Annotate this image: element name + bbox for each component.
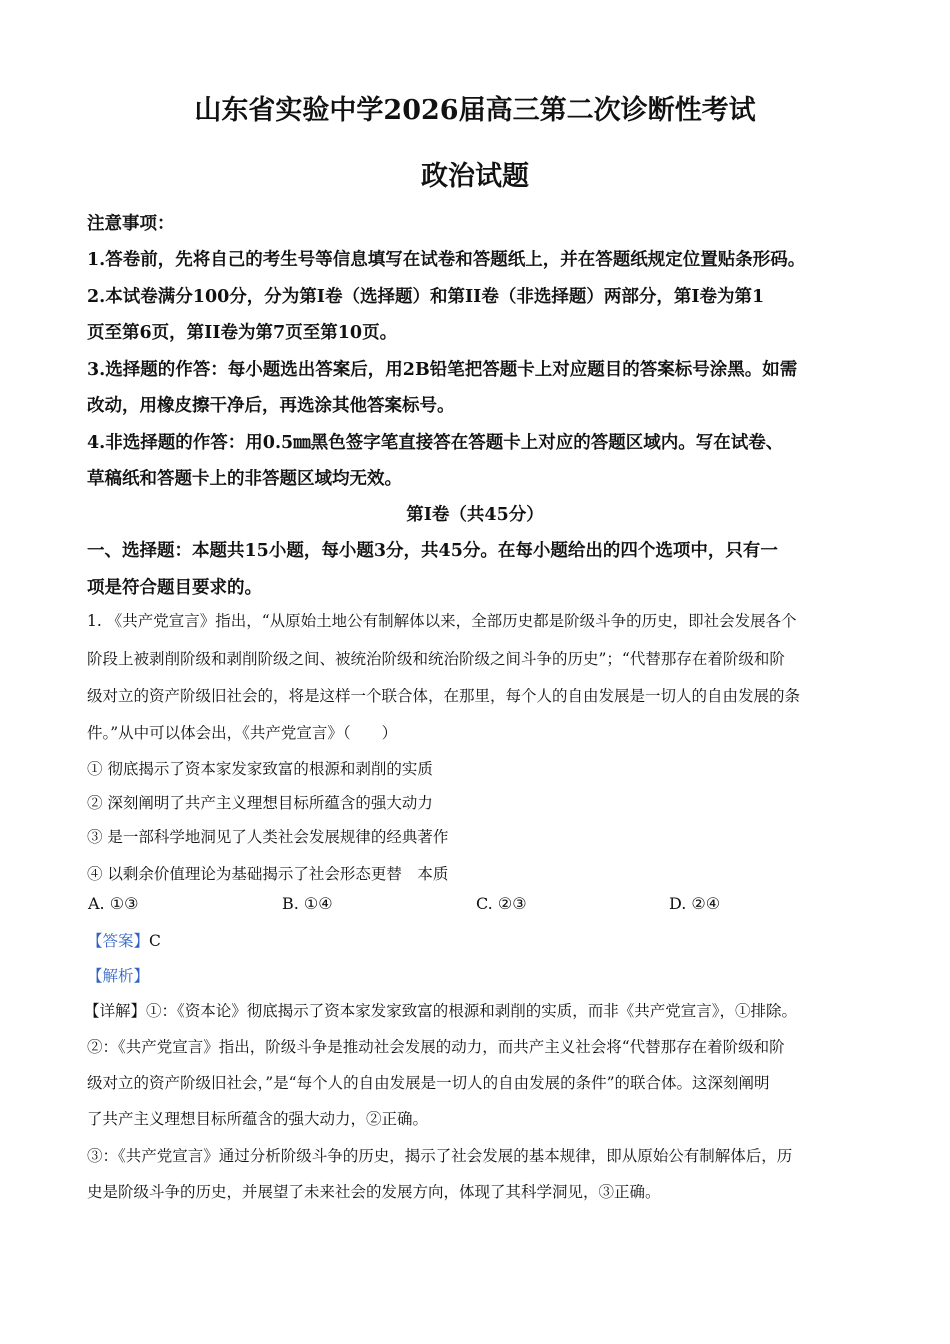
statement-item: ① 彻底揭示了资本家发家致富的根源和剥削的实质 [87,760,433,778]
option-a: A. ①③ [88,894,139,913]
question-stem: 1. 《共产党宣言》指出，“从原始土地公有制解体以来，全部历史都是阶级斗争的历史，即社会发展各个 [87,612,797,630]
explanation-line: 级对立的资产阶级旧社会，”是“每个人的自由发展是一切人的自由发展的条件”的联合体。这深刻阐明 [87,1074,770,1092]
notice-line: 草稿纸和答题卡上的非答题区域均无效。 [87,469,402,489]
statement-item: ④ 以剩余价值理论为基础揭示了社会形态更替 本质 [87,865,449,883]
notice-line: 页至第6页，第II卷为第7页至第10页。 [87,323,398,343]
option-b: B. ①④ [282,894,333,913]
question-stem: 阶段上被剥削阶级和剥削阶级之间、被统治阶级和统治阶级之间斗争的历史”；“代替那存在着阶级和阶 [87,650,785,668]
exam-title: 山东省实验中学2026届高三第二次诊断性考试 [194,95,756,126]
notice-line: 2.本试卷满分100分，分为第Ⅰ卷（选择题）和第II卷（非选择题）两部分，第Ⅰ卷为第1 [87,287,765,307]
notice-line: 1.答卷前，先将自己的考生号等信息填写在试卷和答题纸上，并在答题纸规定位置贴条形码。 [87,250,806,270]
option-d: D. ②④ [669,894,721,913]
section-title: 第Ⅰ卷（共45分） [406,505,544,525]
explanation-line: 【详解】①：《资本论》彻底揭示了资本家发家致富的根源和剥削的实质，而非《共产党宣言》，①排除。 [84,1002,798,1020]
explanation-line: 了共产主义理想目标所蕴含的强大动力，②正确。 [87,1110,429,1128]
answer-value: C [149,932,161,950]
section-instruction: 一、选择题：本题共15小题，每小题3分，共45分。在每小题给出的四个选项中，只有一 [87,541,778,561]
explanation-line: 史是阶级斗争的历史，并展望了未来社会的发展方向，体现了其科学洞见，③正确。 [87,1183,661,1201]
question-stem: 级对立的资产阶级旧社会的，将是这样一个联合体，在那里，每个人的自由发展是一切人的自由发展的条 [87,687,801,705]
notice-line: 改动，用橡皮擦干净后，再选涂其他答案标号。 [87,396,455,416]
statement-item: ③ 是一部科学地洞见了人类社会发展规律的经典著作 [87,828,449,846]
analysis-tag: 【解析】 [87,967,150,985]
answer-tag: 【答案】 [87,932,150,950]
section-instruction: 项是符合题目要求的。 [87,578,262,598]
notice-heading: 注意事项： [87,214,175,234]
answer-line [87,929,161,951]
option-c: C. ②③ [476,894,527,913]
notice-line: 3.选择题的作答：每小题选出答案后，用2B铅笔把答题卡上对应题目的答案标号涂黑。如需 [87,360,798,380]
statement-item: ② 深刻阐明了共产主义理想目标所蕴含的强大动力 [87,794,433,812]
question-stem: 件。”从中可以体会出，《共产党宣言》（ ） [87,724,398,742]
explanation-line: ②：《共产党宣言》指出，阶级斗争是推动社会发展的动力，而共产主义社会将“代替那存在着阶级和阶 [87,1038,785,1056]
exam-subtitle: 政治试题 [421,161,529,192]
notice-line: 4.非选择题的作答：用0.5㎜黑色签字笔直接答在答题卡上对应的答题区域内。写在试卷、 [87,433,784,453]
explanation-line: ③：《共产党宣言》通过分析阶级斗争的历史，揭示了社会发展的基本规律，即从原始公有制解体后，历 [87,1147,793,1165]
